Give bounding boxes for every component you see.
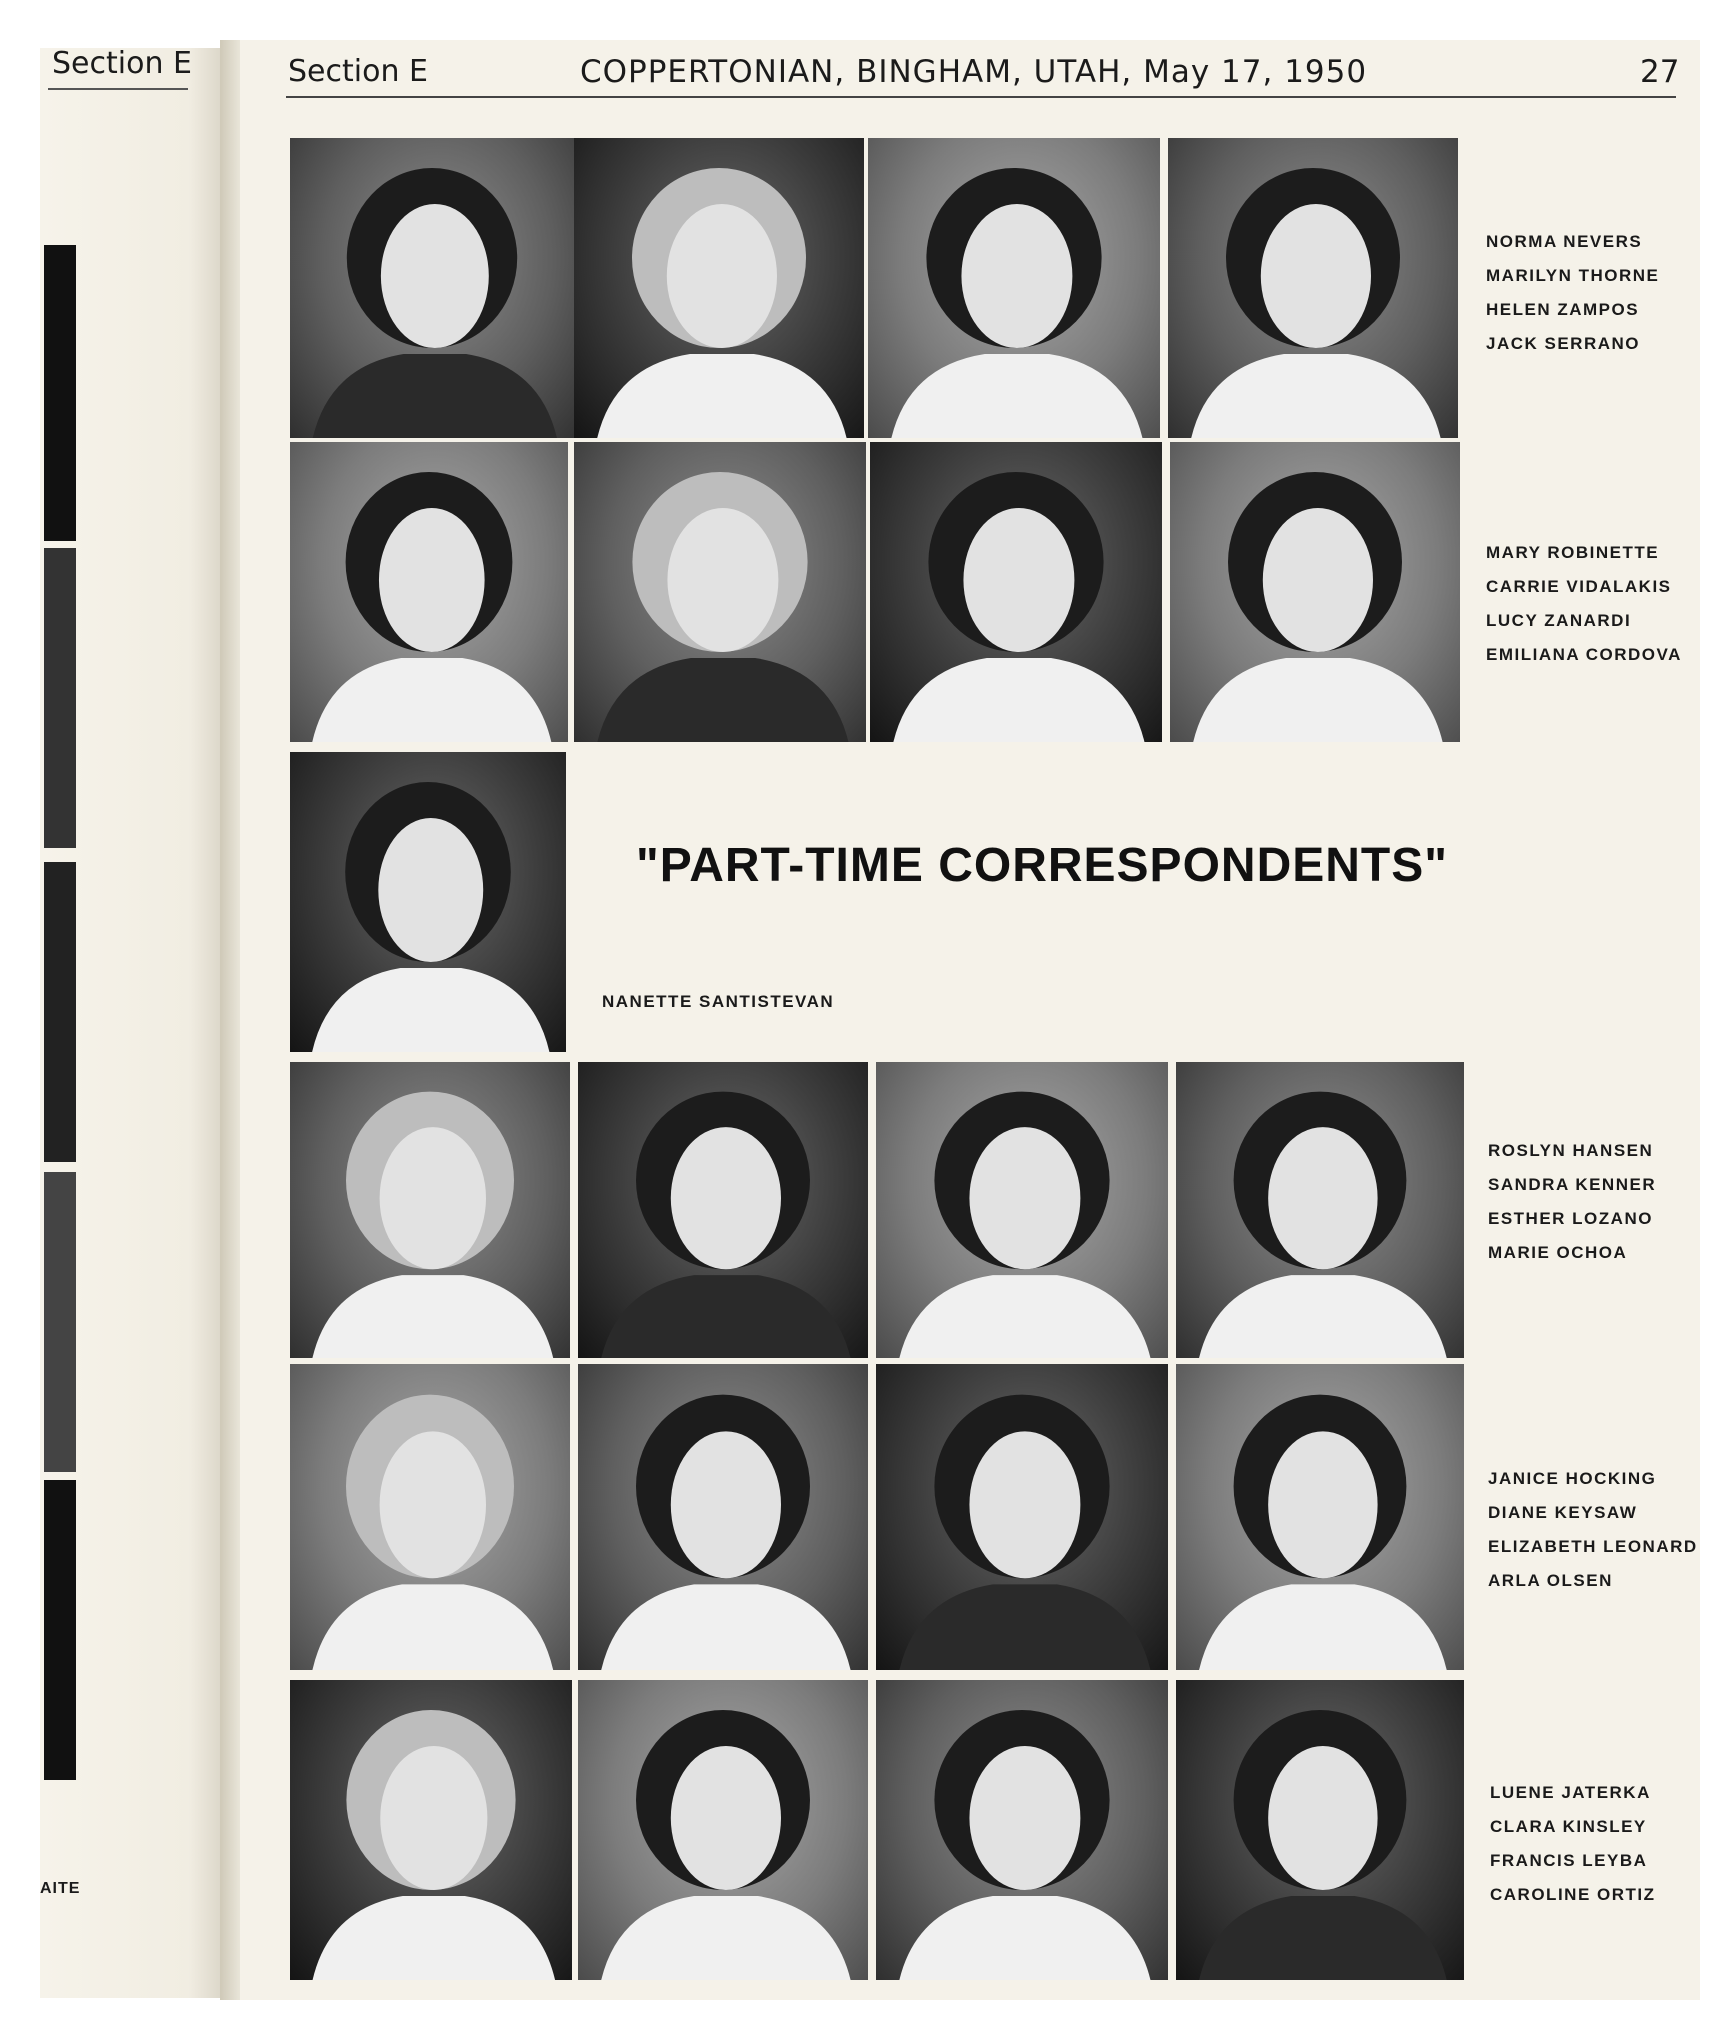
portrait-photo (290, 1680, 572, 1980)
person-name: LUENE JATERKA (1490, 1783, 1651, 1802)
portrait-photo (290, 1062, 570, 1358)
person-name: CLARA KINSLEY (1490, 1817, 1647, 1836)
person-name: ELIZABETH LEONARD (1488, 1537, 1698, 1556)
portrait-photo (290, 138, 574, 438)
left-photo-strip (44, 1172, 76, 1472)
portrait-photo (870, 442, 1162, 742)
portrait-silhouette-icon (290, 442, 568, 742)
person-name: ESTHER LOZANO (1488, 1209, 1653, 1228)
portrait-photo (290, 752, 566, 1052)
person-name: CAROLINE ORTIZ (1490, 1885, 1656, 1904)
person-name: DIANE KEYSAW (1488, 1503, 1638, 1522)
page-number: 27 (1640, 54, 1680, 90)
portrait-silhouette-icon (1176, 1364, 1464, 1670)
portrait-silhouette-icon (578, 1680, 868, 1980)
portrait-silhouette-icon (290, 1680, 572, 1980)
person-name: FRANCIS LEYBA (1490, 1851, 1648, 1870)
portrait-silhouette-icon (574, 138, 864, 438)
portrait-photo (1168, 138, 1458, 438)
person-name: ROSLYN HANSEN (1488, 1141, 1654, 1160)
name-list (1488, 1134, 1656, 1270)
headline: "PART-TIME CORRESPONDENTS" (636, 839, 1448, 892)
portrait-photo (578, 1680, 868, 1980)
portrait-photo (578, 1062, 868, 1358)
portrait-photo (876, 1062, 1168, 1358)
portrait-photo (1170, 442, 1460, 742)
person-name: LUCY ZANARDI (1486, 611, 1632, 630)
left-page-header: Section E (52, 46, 192, 81)
portrait-silhouette-icon (868, 138, 1160, 438)
portrait-photo (1176, 1680, 1464, 1980)
portrait-silhouette-icon (1176, 1680, 1464, 1980)
name-list (1486, 225, 1659, 361)
person-name: ARLA OLSEN (1488, 1571, 1613, 1590)
left-photo-strip (44, 548, 76, 848)
header-rule (286, 96, 1676, 98)
portrait-photo (574, 138, 864, 438)
portrait-photo (290, 442, 568, 742)
person-name: HELEN ZAMPOS (1486, 300, 1640, 319)
name-list (1490, 1776, 1656, 1912)
portrait-silhouette-icon (876, 1364, 1168, 1670)
portrait-silhouette-icon (290, 1364, 570, 1670)
person-name: MARIE OCHOA (1488, 1243, 1628, 1262)
portrait-photo (876, 1364, 1168, 1670)
person-name: JANICE HOCKING (1488, 1469, 1657, 1488)
portrait-photo (1176, 1062, 1464, 1358)
left-page-stub-text: AITE (40, 1880, 81, 1897)
section-label: Section E (288, 54, 428, 89)
name-list (1488, 1462, 1698, 1598)
portrait-photo (290, 1364, 570, 1670)
masthead: COPPERTONIAN, BINGHAM, UTAH, May 17, 1950 (580, 54, 1368, 90)
portrait-silhouette-icon (574, 442, 866, 742)
person-name: NORMA NEVERS (1486, 232, 1643, 251)
person-name: CARRIE VIDALAKIS (1486, 577, 1672, 596)
person-name: MARY ROBINETTE (1486, 543, 1660, 562)
left-photo-strip (44, 1480, 76, 1780)
single-portrait-caption: NANETTE SANTISTEVAN (602, 992, 835, 1011)
portrait-silhouette-icon (578, 1364, 868, 1670)
person-name: JACK SERRANO (1486, 334, 1641, 353)
portrait-silhouette-icon (290, 752, 566, 1052)
portrait-photo (876, 1680, 1168, 1980)
person-name: EMILIANA CORDOVA (1486, 645, 1682, 664)
portrait-silhouette-icon (290, 1062, 570, 1358)
portrait-silhouette-icon (578, 1062, 868, 1358)
portrait-photo (1176, 1364, 1464, 1670)
portrait-silhouette-icon (870, 442, 1162, 742)
left-header-rule (48, 88, 188, 90)
portrait-silhouette-icon (1168, 138, 1458, 438)
name-list (1486, 536, 1682, 672)
portrait-silhouette-icon (1176, 1062, 1464, 1358)
portrait-silhouette-icon (1170, 442, 1460, 742)
portrait-silhouette-icon (290, 138, 574, 438)
person-name: MARILYN THORNE (1486, 266, 1660, 285)
portrait-photo (578, 1364, 868, 1670)
left-photo-strip (44, 862, 76, 1162)
portrait-photo (868, 138, 1160, 438)
person-name: SANDRA KENNER (1488, 1175, 1657, 1194)
portrait-silhouette-icon (876, 1680, 1168, 1980)
portrait-photo (574, 442, 866, 742)
portrait-silhouette-icon (876, 1062, 1168, 1358)
left-photo-strip (44, 245, 76, 541)
